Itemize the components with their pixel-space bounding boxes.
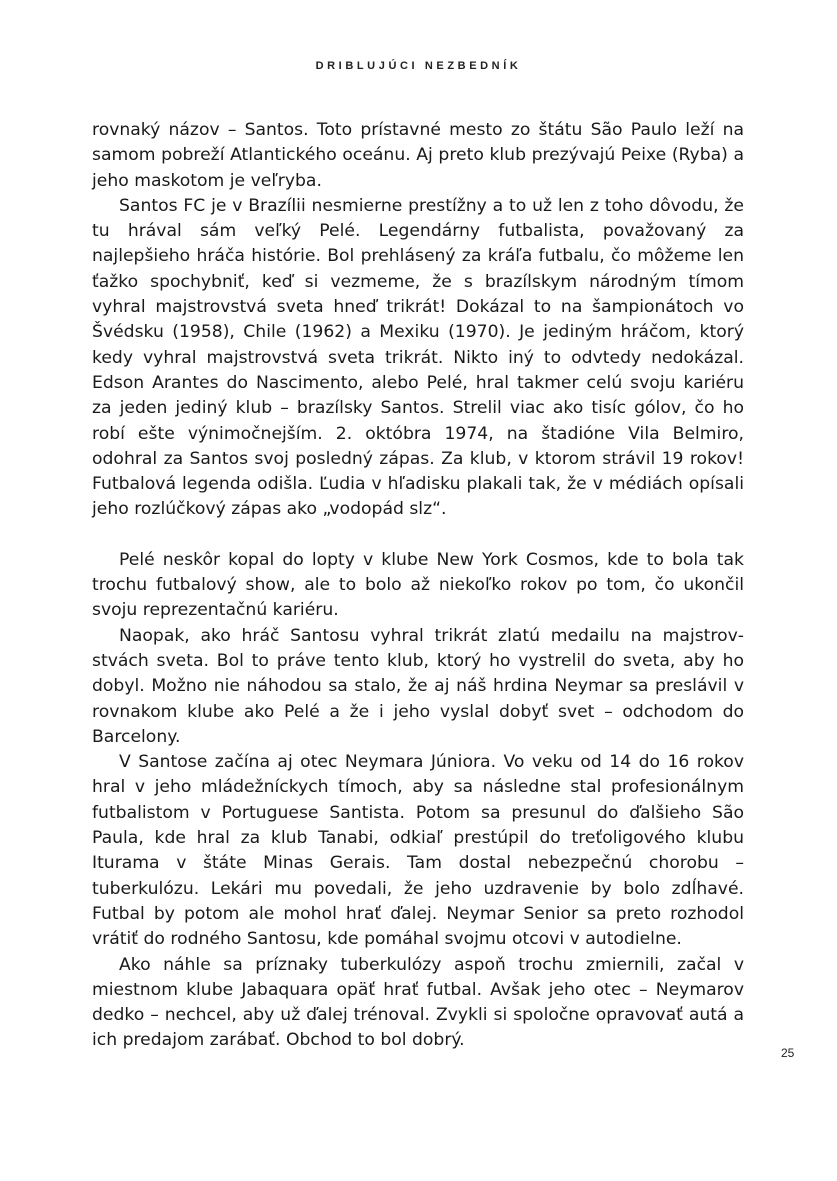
paragraph-2: Santos FC je v Brazílii nesmierne prestížny a to už len z toho dôvodu, že tu hrával sám veľký Pelé. Legendárny futbalista, považovaný za najlepšieho hráča histórie. Bol prehlásený za kráľa futbalu, čo môžeme len ťažko spochybniť, keď si vezmeme, že s brazílskym národným tímom vyhral majstrovstvá sveta hneď trikrát! Dokázal to na šampionátoch vo Švédsku (1958), Chile (1962) a Mexiku (1970). Je jediným hráčom, ktorý kedy vyhral majstrovstvá sveta trikrát. Nikto iný to odvtedy nedokázal. Edson Arantes do Nascimento, alebo Pelé, hral takmer celú svoju kariéru za jeden jediný klub – brazílsky Santos. Strelil viac ako tisíc gólov, čo ho robí ešte výnimočnejším. 2. októbra 1974, na štadióne Vila Belmiro, odohral za Santos svoj posledný zápas. Za klub, v ktorom strávil 19 rokov! Futbalová legenda odišla. Ľudia v hľadisku plakali tak, že v médiách opísali jeho rozlúčkový zápas ako „vodopád slz“. — [92, 195, 744, 520]
page-number: 25 — [781, 1046, 795, 1060]
paragraph-1: rovnaký názov – Santos. Toto prístavné mesto zo štátu São Paulo leží na samom pobreží Atlantického oceánu. Aj preto klub prezývajú Peixe (Ryba) a jeho maskotom je veľryba. — [92, 120, 744, 191]
paragraph-6: Ako náhle sa príznaky tuberkulózy aspoň trochu zmiernili, začal v miestnom klube Jabaquara opäť hrať futbal. Avšak jeho otec – Neymarov dedko – nechcel, aby už ďalej trénoval. Zvykli si spoločne opravovať autá a ich predajom zarábať. Obchod to bol dobrý. — [92, 954, 744, 1051]
paragraph-5: V Santose začína aj otec Neymara Júniora. Vo veku od 14 do 16 rokov hral v jeho mládežníckych tímoch, aby sa následne stal profesionálnym futbalistom v Portuguese Santista. Potom sa presunul do ďalšieho São Paula, kde hral za klub Tanabi, odkiaľ prestúpil do treťoligového klubu Iturama v štáte Minas Gerais. Tam dostal nebezpečnú chorobu – tuberkulózu. Lekári mu povedali, že jeho uzdravenie by bolo zdĺhavé. Futbal by potom ale mohol hrať ďalej. Neymar Senior sa preto rozhodol vrátiť do rodného Santosu, kde pomáhal svojmu otcovi v autodielne. — [92, 752, 744, 950]
body-text — [92, 118, 744, 1054]
running-head: DRIBLUJÚCI NEZBEDNÍK — [315, 60, 522, 72]
paragraph-4: Naopak, ako hráč Santosu vyhral trikrát zlatú medailu na majstrovstvách sveta. Bol to práve tento klub, ktorý ho vystrelil do sveta, aby ho dobyl. Možno nie náhodou sa stalo, že aj náš hrdina Neymar sa preslávil v rovnakom klube ako Pelé a že i jeho vyslal dobyť svet – odchodom do Barcelony. — [92, 625, 744, 747]
paragraph-3: Pelé neskôr kopal do lopty v klube New York Cosmos, kde to bola tak trochu futbalový show, ale to bolo až niekoľko rokov po tom, čo ukončil svoju reprezentačnú kariéru. — [92, 549, 744, 621]
section-gap — [92, 523, 744, 548]
